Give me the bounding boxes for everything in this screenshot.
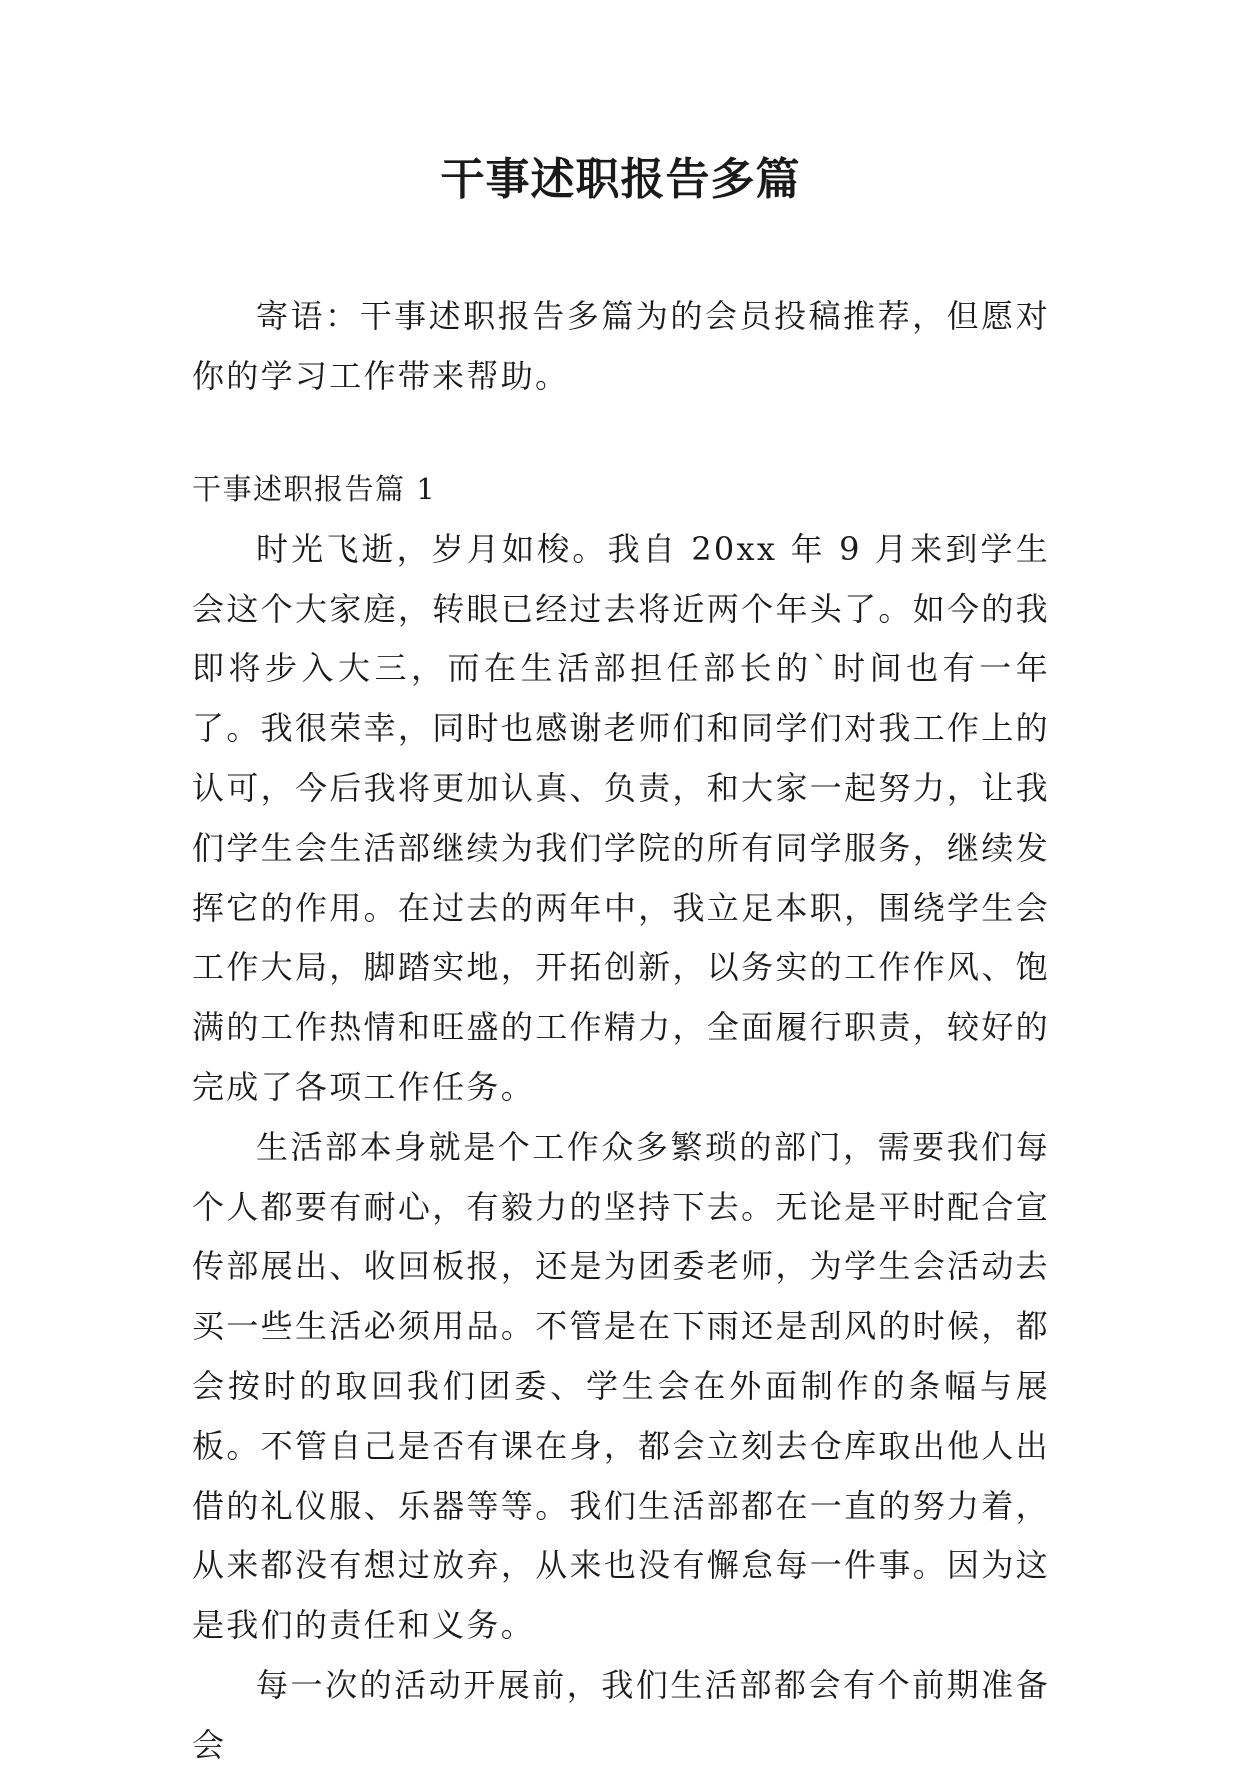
- report-section: [192, 460, 1050, 1776]
- body-paragraph: 时光飞逝，岁月如梭。我自 20xx 年 9 月来到学生会这个大家庭，转眼已经过去将近两个年头了。如今的我即将步入大三，而在生活部担任部长的`时间也有一年了。我很荣幸，同时也感谢老师们和同学们对我工作上的认可，今后我将更加认真、负责，和大家一起努力，让我们学生会生活部继续为我们学院的所有同学服务，继续发挥它的作用。在过去的两年中，我立足本职，围绕学生会工作大局，脚踏实地，开拓创新，以务实的工作作风、饱满的工作热情和旺盛的工作精力，全面履行职责，较好的完成了各项工作任务。: [192, 529, 1050, 1106]
- section-heading: 干事述职报告篇 1: [192, 472, 437, 506]
- intro-paragraph: 寄语：干事述职报告多篇为的会员投稿推荐，但愿对你的学习工作带来帮助。: [192, 297, 1050, 395]
- document-title: 干事述职报告多篇: [440, 154, 801, 205]
- intro-block: [192, 287, 1050, 407]
- body-paragraph: 每一次的活动开展前，我们生活部都会有个前期准备会: [192, 1665, 1050, 1764]
- body-paragraph: 生活部本身就是个工作众多繁琐的部门，需要我们每个人都要有耐心，有毅力的坚持下去。无论是平时配合宣传部展出、收回板报，还是为团委老师，为学生会活动去买一些生活必须用品。不管是在下雨还是刮风的时候，都会按时的取回我们团委、学生会在外面制作的条幅与展板。不管自己是否有课在身，都会立刻去仓库取出他人出借的礼仪服、乐器等等。我们生活部都在一直的努力着，从来都没有想过放弃，从来也没有懈怠每一件事。因为这是我们的责任和义务。: [192, 1127, 1050, 1645]
